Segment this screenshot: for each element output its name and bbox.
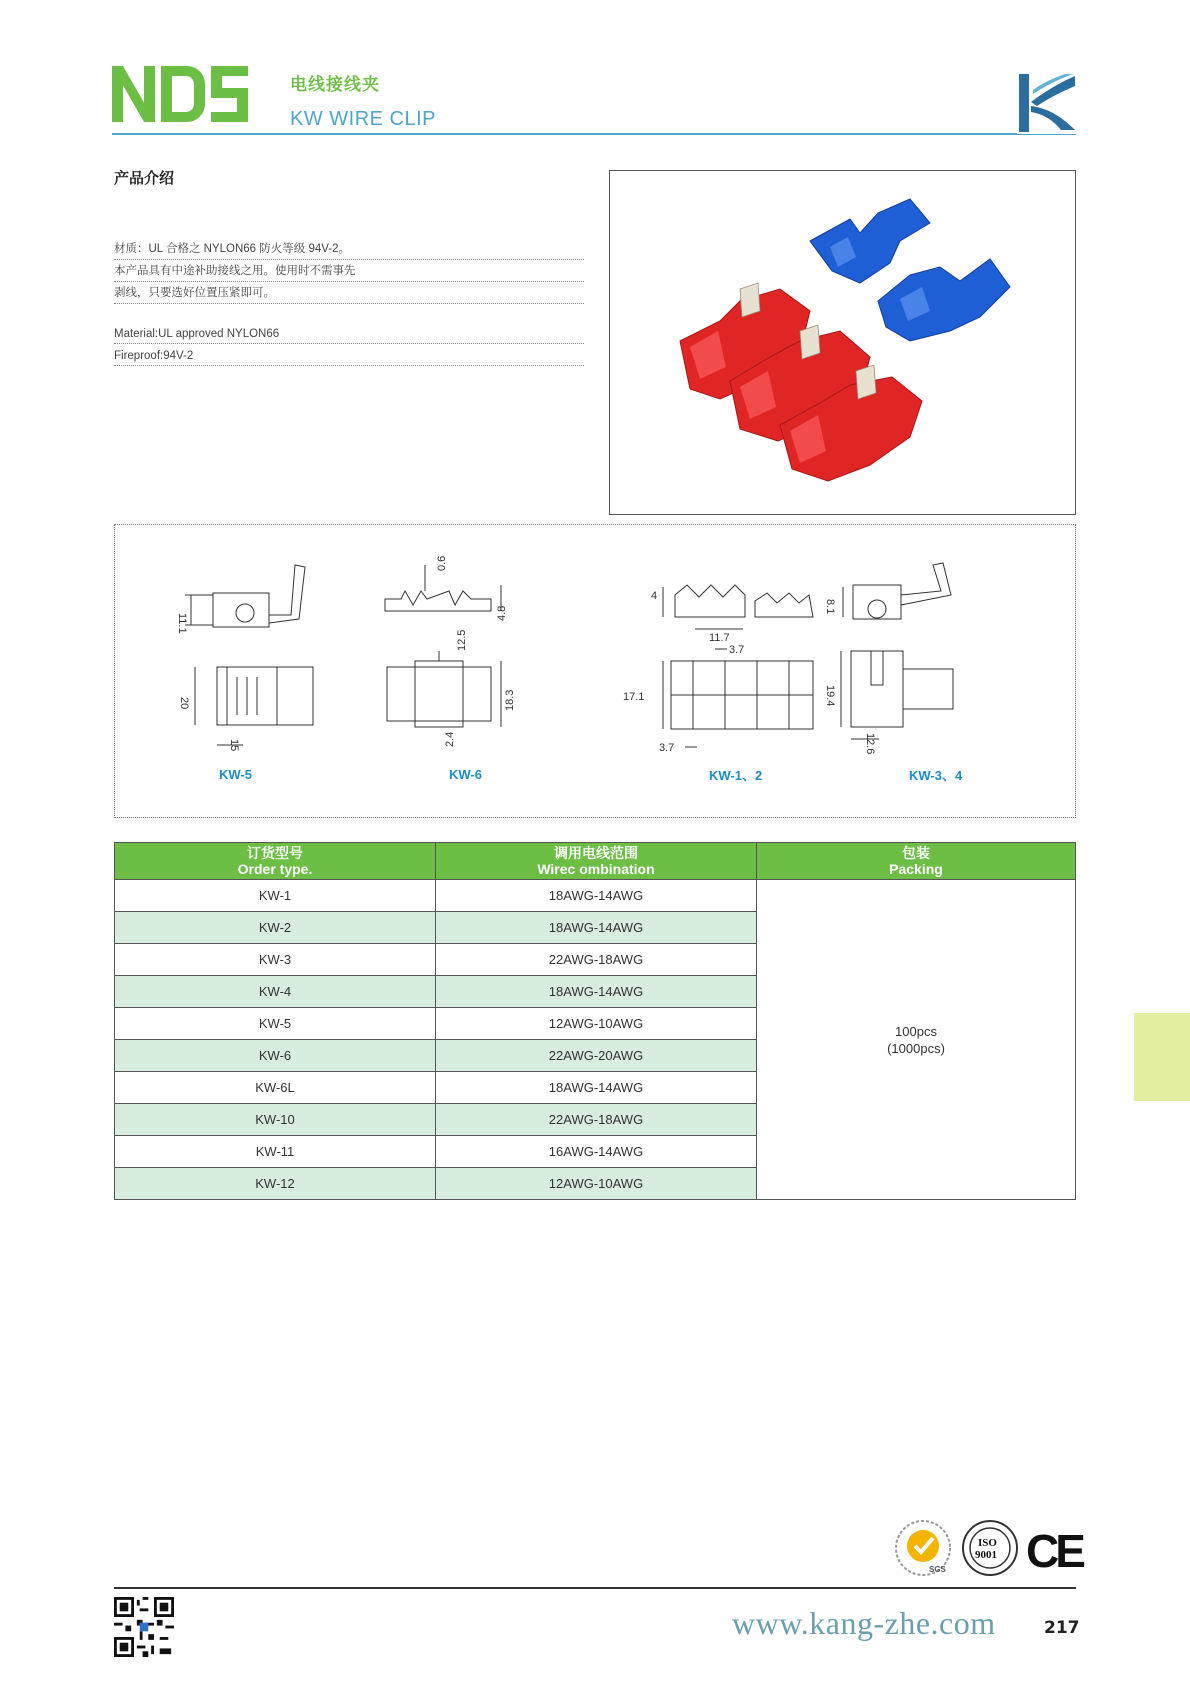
qr-code-icon [114,1597,174,1657]
model-cell: KW-2 [115,912,436,944]
range-cell: 18AWG-14AWG [436,912,757,944]
dim-label: 0.6 [436,555,448,571]
dim-label: 18.3 [504,689,516,711]
company-logo-icon [1017,72,1077,134]
dim-label: 17.1 [623,691,645,703]
svg-text:ISO: ISO [978,1537,997,1549]
header-cn: 包装 [902,845,930,861]
dim-label: 4.8 [496,605,508,621]
dim-label: 12.5 [456,629,468,651]
dim-label: 3.7 [659,742,675,754]
table-row [115,880,1076,912]
kw6-top-view [387,651,501,727]
section-side-tab [1134,1013,1190,1101]
header-en: Wirec ombination [537,861,655,877]
product-photo [609,170,1076,515]
packing-qty-alt: (1000pcs) [887,1040,945,1056]
drawing-label-kw6: KW-6 [449,767,482,782]
kw34-side-view [843,563,951,619]
model-cell: KW-4 [115,976,436,1008]
website-url[interactable]: www.kang-zhe.com [732,1605,996,1641]
header-order-type [115,843,436,880]
dim-label: 4 [651,590,658,602]
kw5-side-view [185,565,305,627]
description-line: Fireproof:94V-2 [114,350,584,366]
description-line: Material:UL approved NYLON66 [114,328,584,344]
dim-label: 20 [178,697,190,710]
footer-divider [114,1587,1076,1589]
page-number: 217 [1044,1618,1080,1638]
header-cn: 订货型号 [247,845,303,861]
kw5-top-view [195,667,313,745]
spec-table [114,842,1076,1200]
packing-qty: 100pcs [895,1023,937,1039]
description-line: 剥线，只要选好位置压紧即可。 [114,284,584,304]
model-cell: KW-12 [115,1168,436,1200]
range-cell: 18AWG-14AWG [436,880,757,912]
header-en: Packing [889,861,943,877]
wire-clip-photo [610,171,1074,513]
dim-label: 11.7 [709,632,730,644]
title-chinese: 电线接线夹 [290,75,380,95]
description-line: 材质：UL 合格之 NYLON66 防火等级 94V-2。 [114,240,584,260]
table-header-row [115,843,1076,880]
model-cell: KW-5 [115,1008,436,1040]
range-cell: 16AWG-14AWG [436,1136,757,1168]
range-cell: 18AWG-14AWG [436,1072,757,1104]
drawing-label-kw12: KW-1、2 [709,768,763,783]
header-packing [757,843,1076,880]
title-english: KW WIRE CLIP [290,108,437,130]
model-cell: KW-6 [115,1040,436,1072]
model-cell: KW-3 [115,944,436,976]
svg-text:9001: 9001 [975,1549,997,1561]
drawing-label-kw5: KW-5 [219,767,252,782]
dim-label: 3.7 [729,644,745,656]
range-cell: 22AWG-18AWG [436,944,757,976]
range-cell: 12AWG-10AWG [436,1008,757,1040]
kw12-side-view [663,585,813,629]
packing-cell [757,880,1076,1200]
model-cell: KW-11 [115,1136,436,1168]
dim-label: 2.4 [444,731,456,747]
dim-label: 11.1 [176,613,188,634]
range-cell: 22AWG-20AWG [436,1040,757,1072]
dim-label: 12.6 [864,733,876,755]
drawing-label-kw34: KW-3、4 [909,768,963,783]
nds-logo [112,64,252,124]
iso-cert-icon [960,1518,1020,1578]
sgs-cert-icon [893,1518,953,1578]
kw12-top-view [663,649,813,747]
model-cell: KW-1 [115,880,436,912]
header-divider [112,133,1076,135]
dimension-drawings [114,524,1076,818]
kw34-top-view [841,651,953,739]
model-cell: KW-6L [115,1072,436,1104]
svg-text:SGS: SGS [929,1565,946,1574]
model-cell: KW-10 [115,1104,436,1136]
range-cell: 22AWG-18AWG [436,1104,757,1136]
dim-label: 8.1 [824,599,836,615]
range-cell: 18AWG-14AWG [436,976,757,1008]
dim-label: 19.4 [824,685,836,707]
intro-heading: 产品介绍 [114,169,175,187]
header-cn: 调用电线范围 [554,845,638,861]
description-line: 本产品具有中途补助接线之用。使用时不需事先 [114,262,584,282]
header-en: Order type. [237,861,313,877]
ce-mark: CE [1026,1525,1082,1577]
range-cell: 12AWG-10AWG [436,1168,757,1200]
header-wire-range [436,843,757,880]
dim-label: 15 [228,739,240,752]
